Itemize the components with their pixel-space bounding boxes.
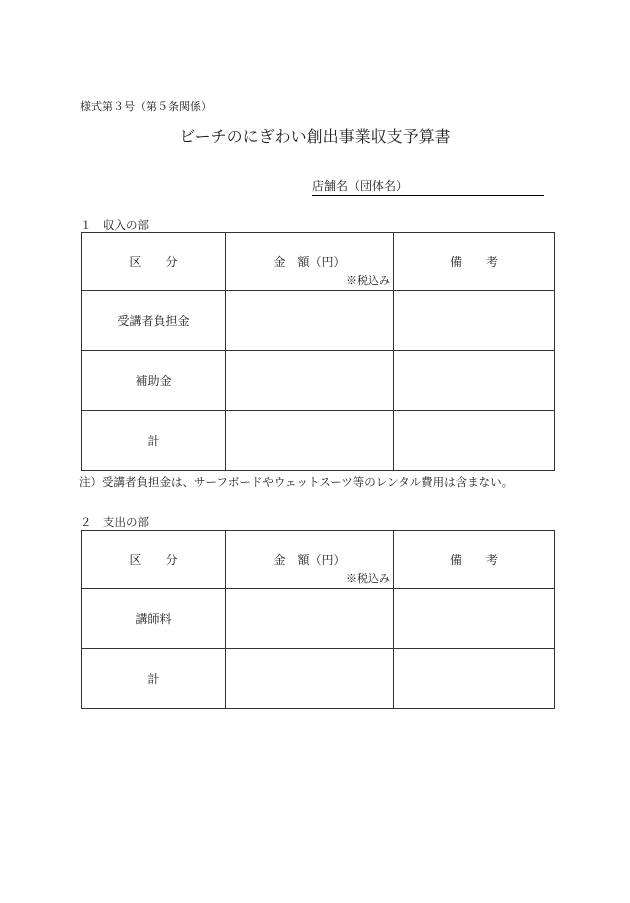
amount-cell[interactable] <box>226 351 394 411</box>
table-row <box>82 589 555 649</box>
amount-cell[interactable] <box>226 589 394 649</box>
table-header-row <box>82 233 555 291</box>
amount-cell[interactable] <box>226 291 394 351</box>
tax-note: ※税込み <box>346 572 390 585</box>
amount-cell[interactable] <box>226 649 394 709</box>
remarks-cell[interactable] <box>394 589 555 649</box>
document-title: ビーチのにぎわい創出事業収支予算書 <box>179 127 451 146</box>
remarks-header: 備 考 <box>394 531 555 589</box>
row-label: 講師料 <box>82 589 226 649</box>
table-row <box>82 291 555 351</box>
income-note: 注）受講者負担金は、サーフボードやウェットスーツ等のレンタル費用は含まない。 <box>79 475 514 489</box>
amount-header: 金 額（円） ※税込み <box>226 233 394 291</box>
amount-cell[interactable] <box>226 411 394 471</box>
category-header: 区 分 <box>82 233 226 291</box>
tax-note: ※税込み <box>346 274 390 287</box>
remarks-cell[interactable] <box>394 649 555 709</box>
expense-table <box>81 530 555 709</box>
row-label: 計 <box>82 649 226 709</box>
income-section-heading: １ 収入の部 <box>80 218 149 232</box>
table-row <box>82 411 555 471</box>
remarks-cell[interactable] <box>394 291 555 351</box>
table-row <box>82 649 555 709</box>
remarks-cell[interactable] <box>394 411 555 471</box>
remarks-header: 備 考 <box>394 233 555 291</box>
table-row <box>82 351 555 411</box>
remarks-cell[interactable] <box>394 351 555 411</box>
table-header-row <box>82 531 555 589</box>
expense-section-heading: ２ 支出の部 <box>80 515 149 529</box>
store-name-field[interactable]: 店舗名（団体名） <box>312 177 544 196</box>
form-number: 様式第３号（第５条関係） <box>80 100 212 113</box>
row-label: 補助金 <box>82 351 226 411</box>
row-label: 受講者負担金 <box>82 291 226 351</box>
category-header: 区 分 <box>82 531 226 589</box>
income-table <box>81 232 555 471</box>
amount-header: 金 額（円） ※税込み <box>226 531 394 589</box>
row-label: 計 <box>82 411 226 471</box>
